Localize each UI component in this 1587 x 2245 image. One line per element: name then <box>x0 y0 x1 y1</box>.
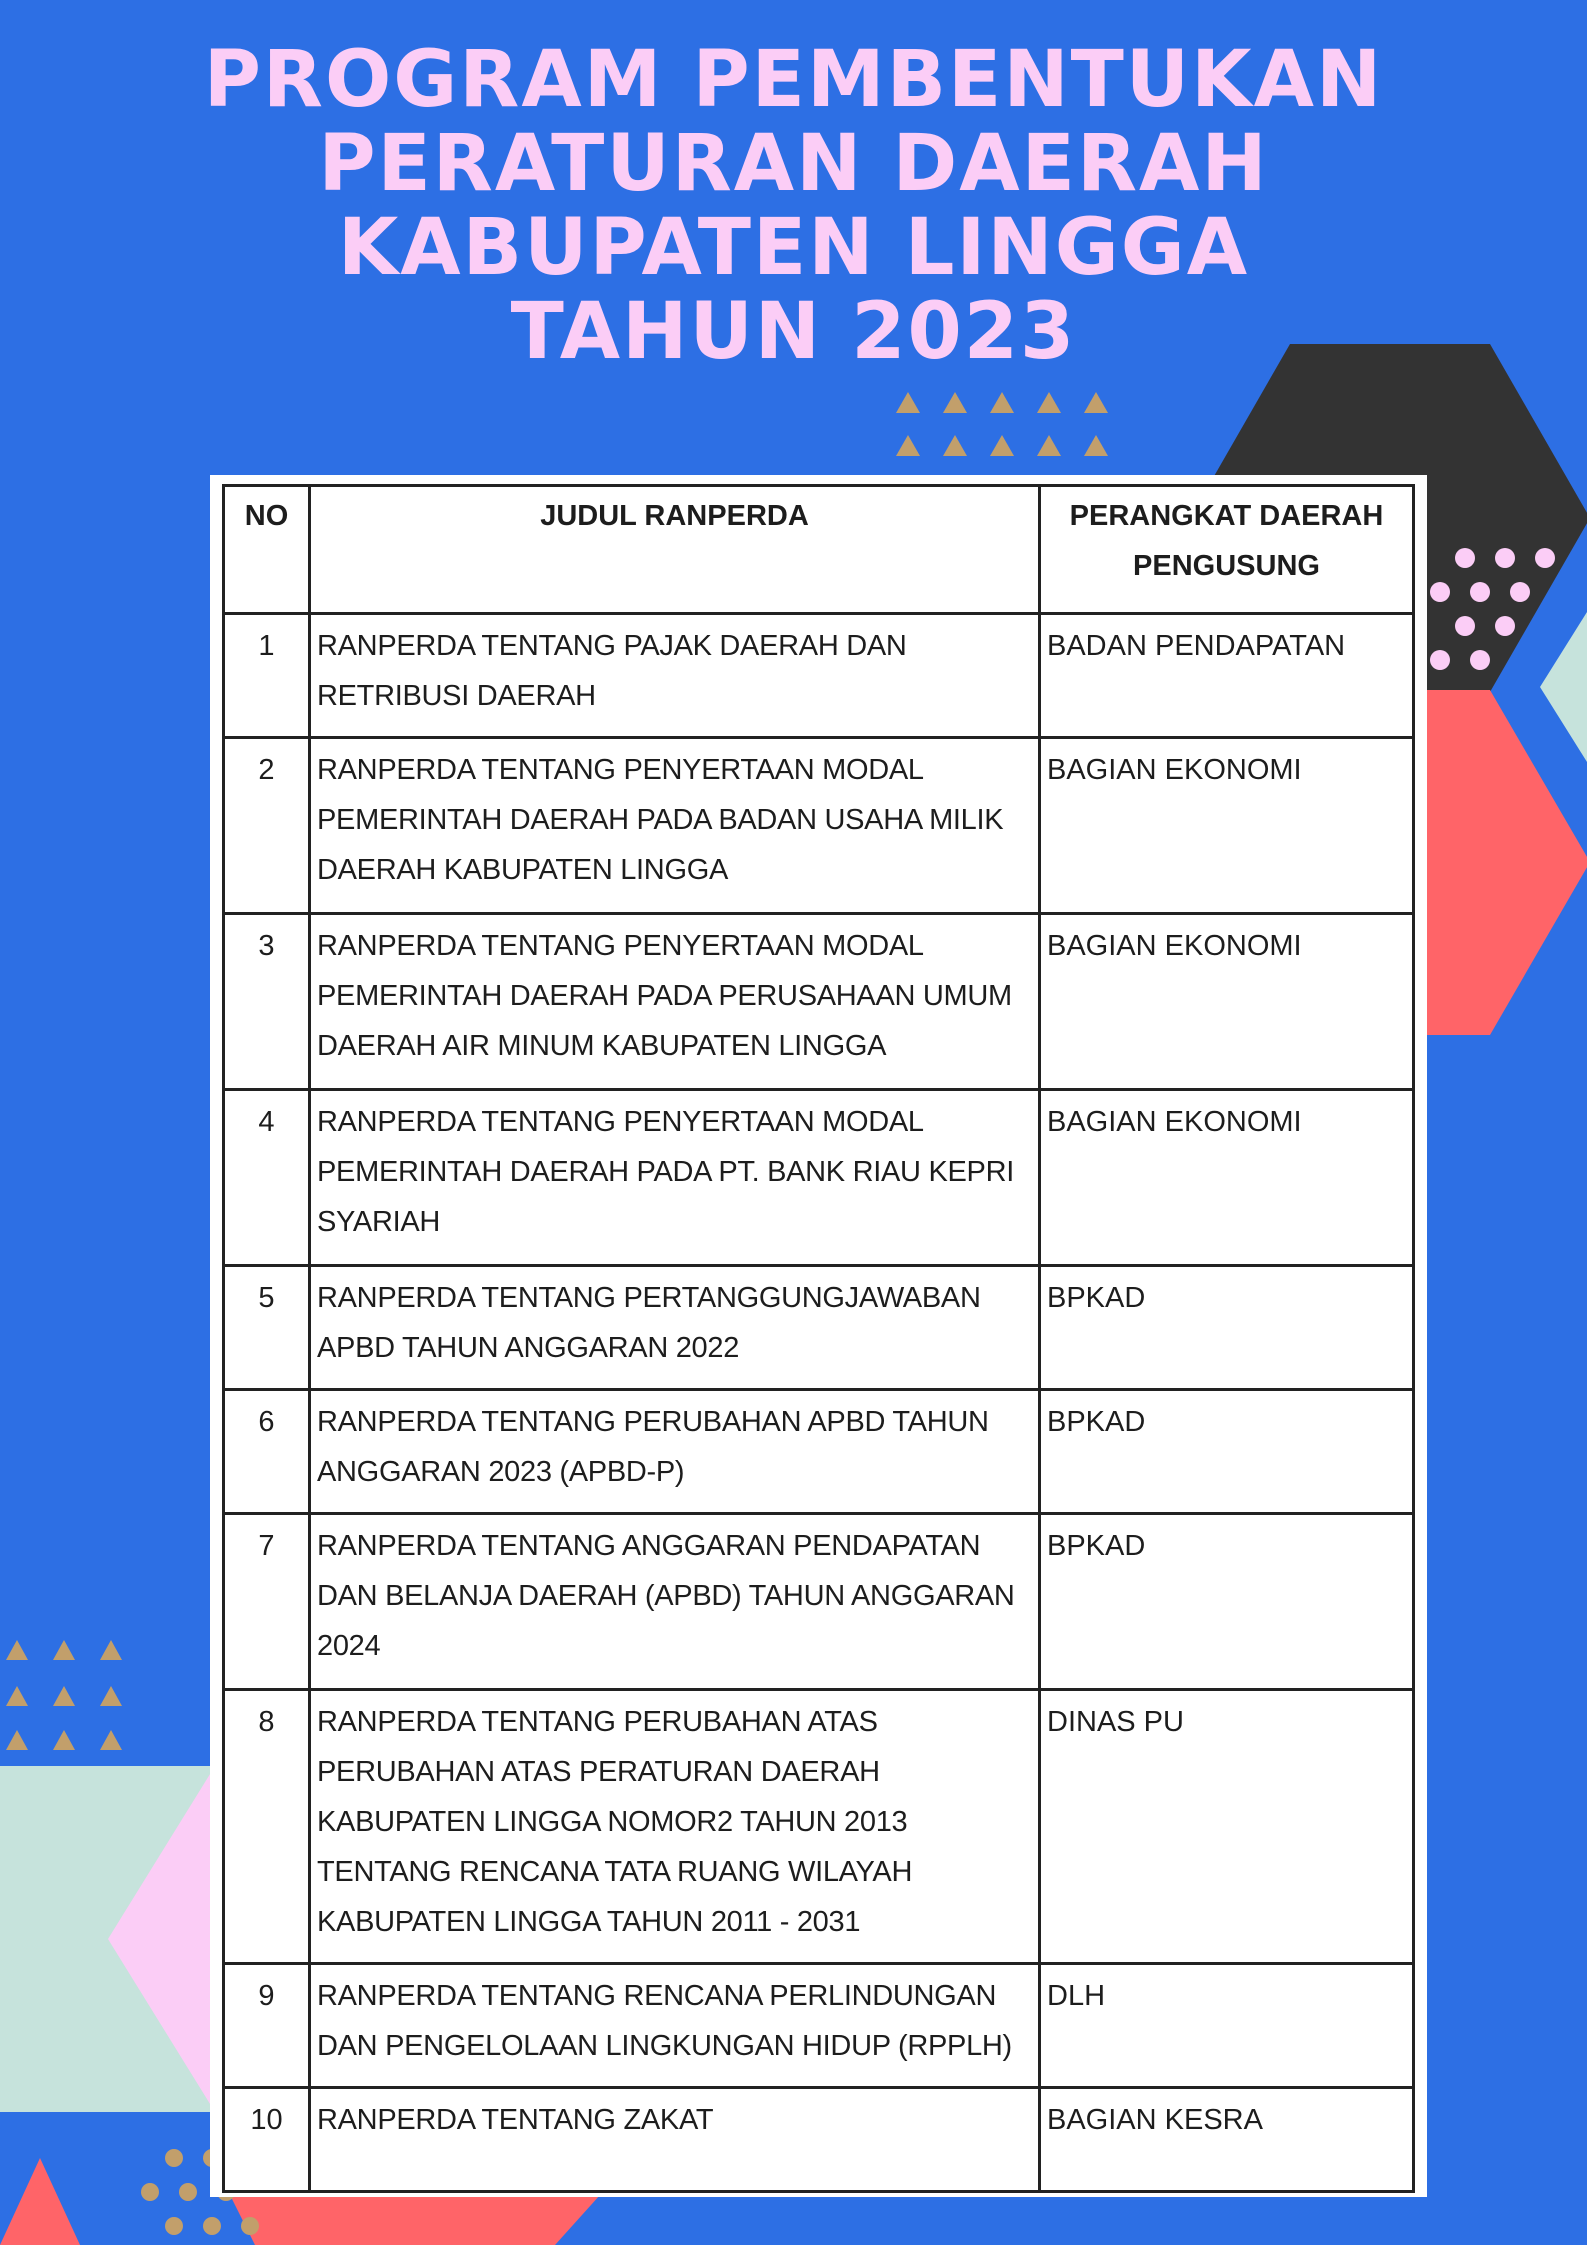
cell-judul <box>310 1266 1040 1390</box>
title-line: TAHUN 2023 <box>510 287 1077 377</box>
perangkat-text: BPKAD <box>1047 1406 1146 1438</box>
header-judul: JUDUL RANPERDA <box>310 486 1040 614</box>
cell-no: 3 <box>224 914 310 1090</box>
cell-no: 9 <box>224 1964 310 2088</box>
judul-text: RANPERDA TENTANG RENCANA PERLINDUNGAN DAN PENGELOLAAN LINGKUNGAN HIDUP (RPPLH) <box>317 1980 1012 2062</box>
cell-no: 7 <box>224 1514 310 1690</box>
ranperda-table <box>222 484 1415 2193</box>
cell-perangkat <box>1040 1266 1414 1390</box>
perangkat-text: BPKAD <box>1047 1282 1146 1314</box>
cell-no: 8 <box>224 1690 310 1964</box>
table-row <box>224 1090 1414 1266</box>
judul-text: RANPERDA TENTANG PAJAK DAERAH DAN RETRIBUSI DAERAH <box>317 630 907 712</box>
cell-judul <box>310 914 1040 1090</box>
document-paper <box>210 475 1427 2197</box>
gold-triangles-pattern-top <box>896 392 1108 456</box>
judul-text: RANPERDA TENTANG PENYERTAAN MODAL PEMERINTAH DAERAH PADA PERUSAHAAN UMUM DAERAH AIR MINUM KABUPATEN LINGGA <box>317 930 1012 1062</box>
cell-judul <box>310 2088 1040 2192</box>
judul-text: RANPERDA TENTANG PERUBAHAN APBD TAHUN ANGGARAN 2023 (APBD-P) <box>317 1406 989 1488</box>
cell-judul <box>310 1090 1040 1266</box>
cell-judul <box>310 1390 1040 1514</box>
cell-no: 6 <box>224 1390 310 1514</box>
judul-text: RANPERDA TENTANG PENYERTAAN MODAL PEMERINTAH DAERAH PADA BADAN USAHA MILIK DAERAH KABUPATEN LINGGA <box>317 754 1004 886</box>
judul-text: RANPERDA TENTANG ZAKAT <box>317 2104 714 2136</box>
table-row <box>224 1390 1414 1514</box>
perangkat-text: BAGIAN EKONOMI <box>1047 930 1302 962</box>
table-row <box>224 2088 1414 2192</box>
perangkat-text: BPKAD <box>1047 1530 1146 1562</box>
cell-judul <box>310 1964 1040 2088</box>
cell-perangkat <box>1040 1090 1414 1266</box>
title-line: KABUPATEN LINGGA <box>337 203 1250 293</box>
table-row <box>224 738 1414 914</box>
cell-perangkat <box>1040 738 1414 914</box>
cell-judul <box>310 1690 1040 1964</box>
judul-text: RANPERDA TENTANG PENYERTAAN MODAL PEMERINTAH DAERAH PADA PT. BANK RIAU KEPRI SYARIAH <box>317 1106 1014 1238</box>
perangkat-text: BAGIAN KESRA <box>1047 2104 1263 2136</box>
cell-perangkat <box>1040 1514 1414 1690</box>
cell-judul <box>310 1514 1040 1690</box>
table-row <box>224 1266 1414 1390</box>
mint-diamond-shape <box>1540 612 1587 762</box>
cell-perangkat <box>1040 1690 1414 1964</box>
coral-shape-bottom <box>230 2195 600 2245</box>
judul-text: RANPERDA TENTANG PERUBAHAN ATAS PERUBAHAN ATAS PERATURAN DAERAH KABUPATEN LINGGA NOMOR2 TAHUN 2013 TENTANG RENCANA TATA RUANG WILAYAH KABUPATEN LINGGA TAHUN 2011 - 2031 <box>317 1706 913 1938</box>
table-row <box>224 1964 1414 2088</box>
cell-perangkat <box>1040 914 1414 1090</box>
perangkat-text: BADAN PENDAPATAN <box>1047 630 1346 662</box>
table-row <box>224 1514 1414 1690</box>
header-perangkat: PERANGKAT DAERAH PENGUSUNG <box>1040 486 1414 614</box>
table-header-row <box>224 486 1414 614</box>
table-row <box>224 1690 1414 1964</box>
cell-no: 5 <box>224 1266 310 1390</box>
cell-perangkat <box>1040 2088 1414 2192</box>
cell-no: 2 <box>224 738 310 914</box>
title-line: PROGRAM PEMBENTUKAN <box>203 35 1384 125</box>
cell-judul <box>310 738 1040 914</box>
coral-triangle-bottom-left <box>0 2158 80 2245</box>
table-row <box>224 614 1414 738</box>
cell-perangkat <box>1040 1964 1414 2088</box>
judul-text: RANPERDA TENTANG PERTANGGUNGJAWABAN APBD TAHUN ANGGARAN 2022 <box>317 1282 981 1364</box>
perangkat-text: DLH <box>1047 1980 1106 2012</box>
cell-judul <box>310 614 1040 738</box>
judul-text: RANPERDA TENTANG ANGGARAN PENDAPATAN DAN BELANJA DAERAH (APBD) TAHUN ANGGARAN 2024 <box>317 1530 1015 1662</box>
perangkat-text: BAGIAN EKONOMI <box>1047 1106 1302 1138</box>
page-title <box>0 35 1587 377</box>
title-line: PERATURAN DAERAH <box>318 119 1269 209</box>
perangkat-text: DINAS PU <box>1047 1706 1184 1738</box>
cell-no: 10 <box>224 2088 310 2192</box>
table-row <box>224 914 1414 1090</box>
cell-no: 1 <box>224 614 310 738</box>
cell-perangkat <box>1040 614 1414 738</box>
perangkat-text: BAGIAN EKONOMI <box>1047 754 1302 786</box>
header-no: NO <box>224 486 310 614</box>
cell-no: 4 <box>224 1090 310 1266</box>
cell-perangkat <box>1040 1390 1414 1514</box>
